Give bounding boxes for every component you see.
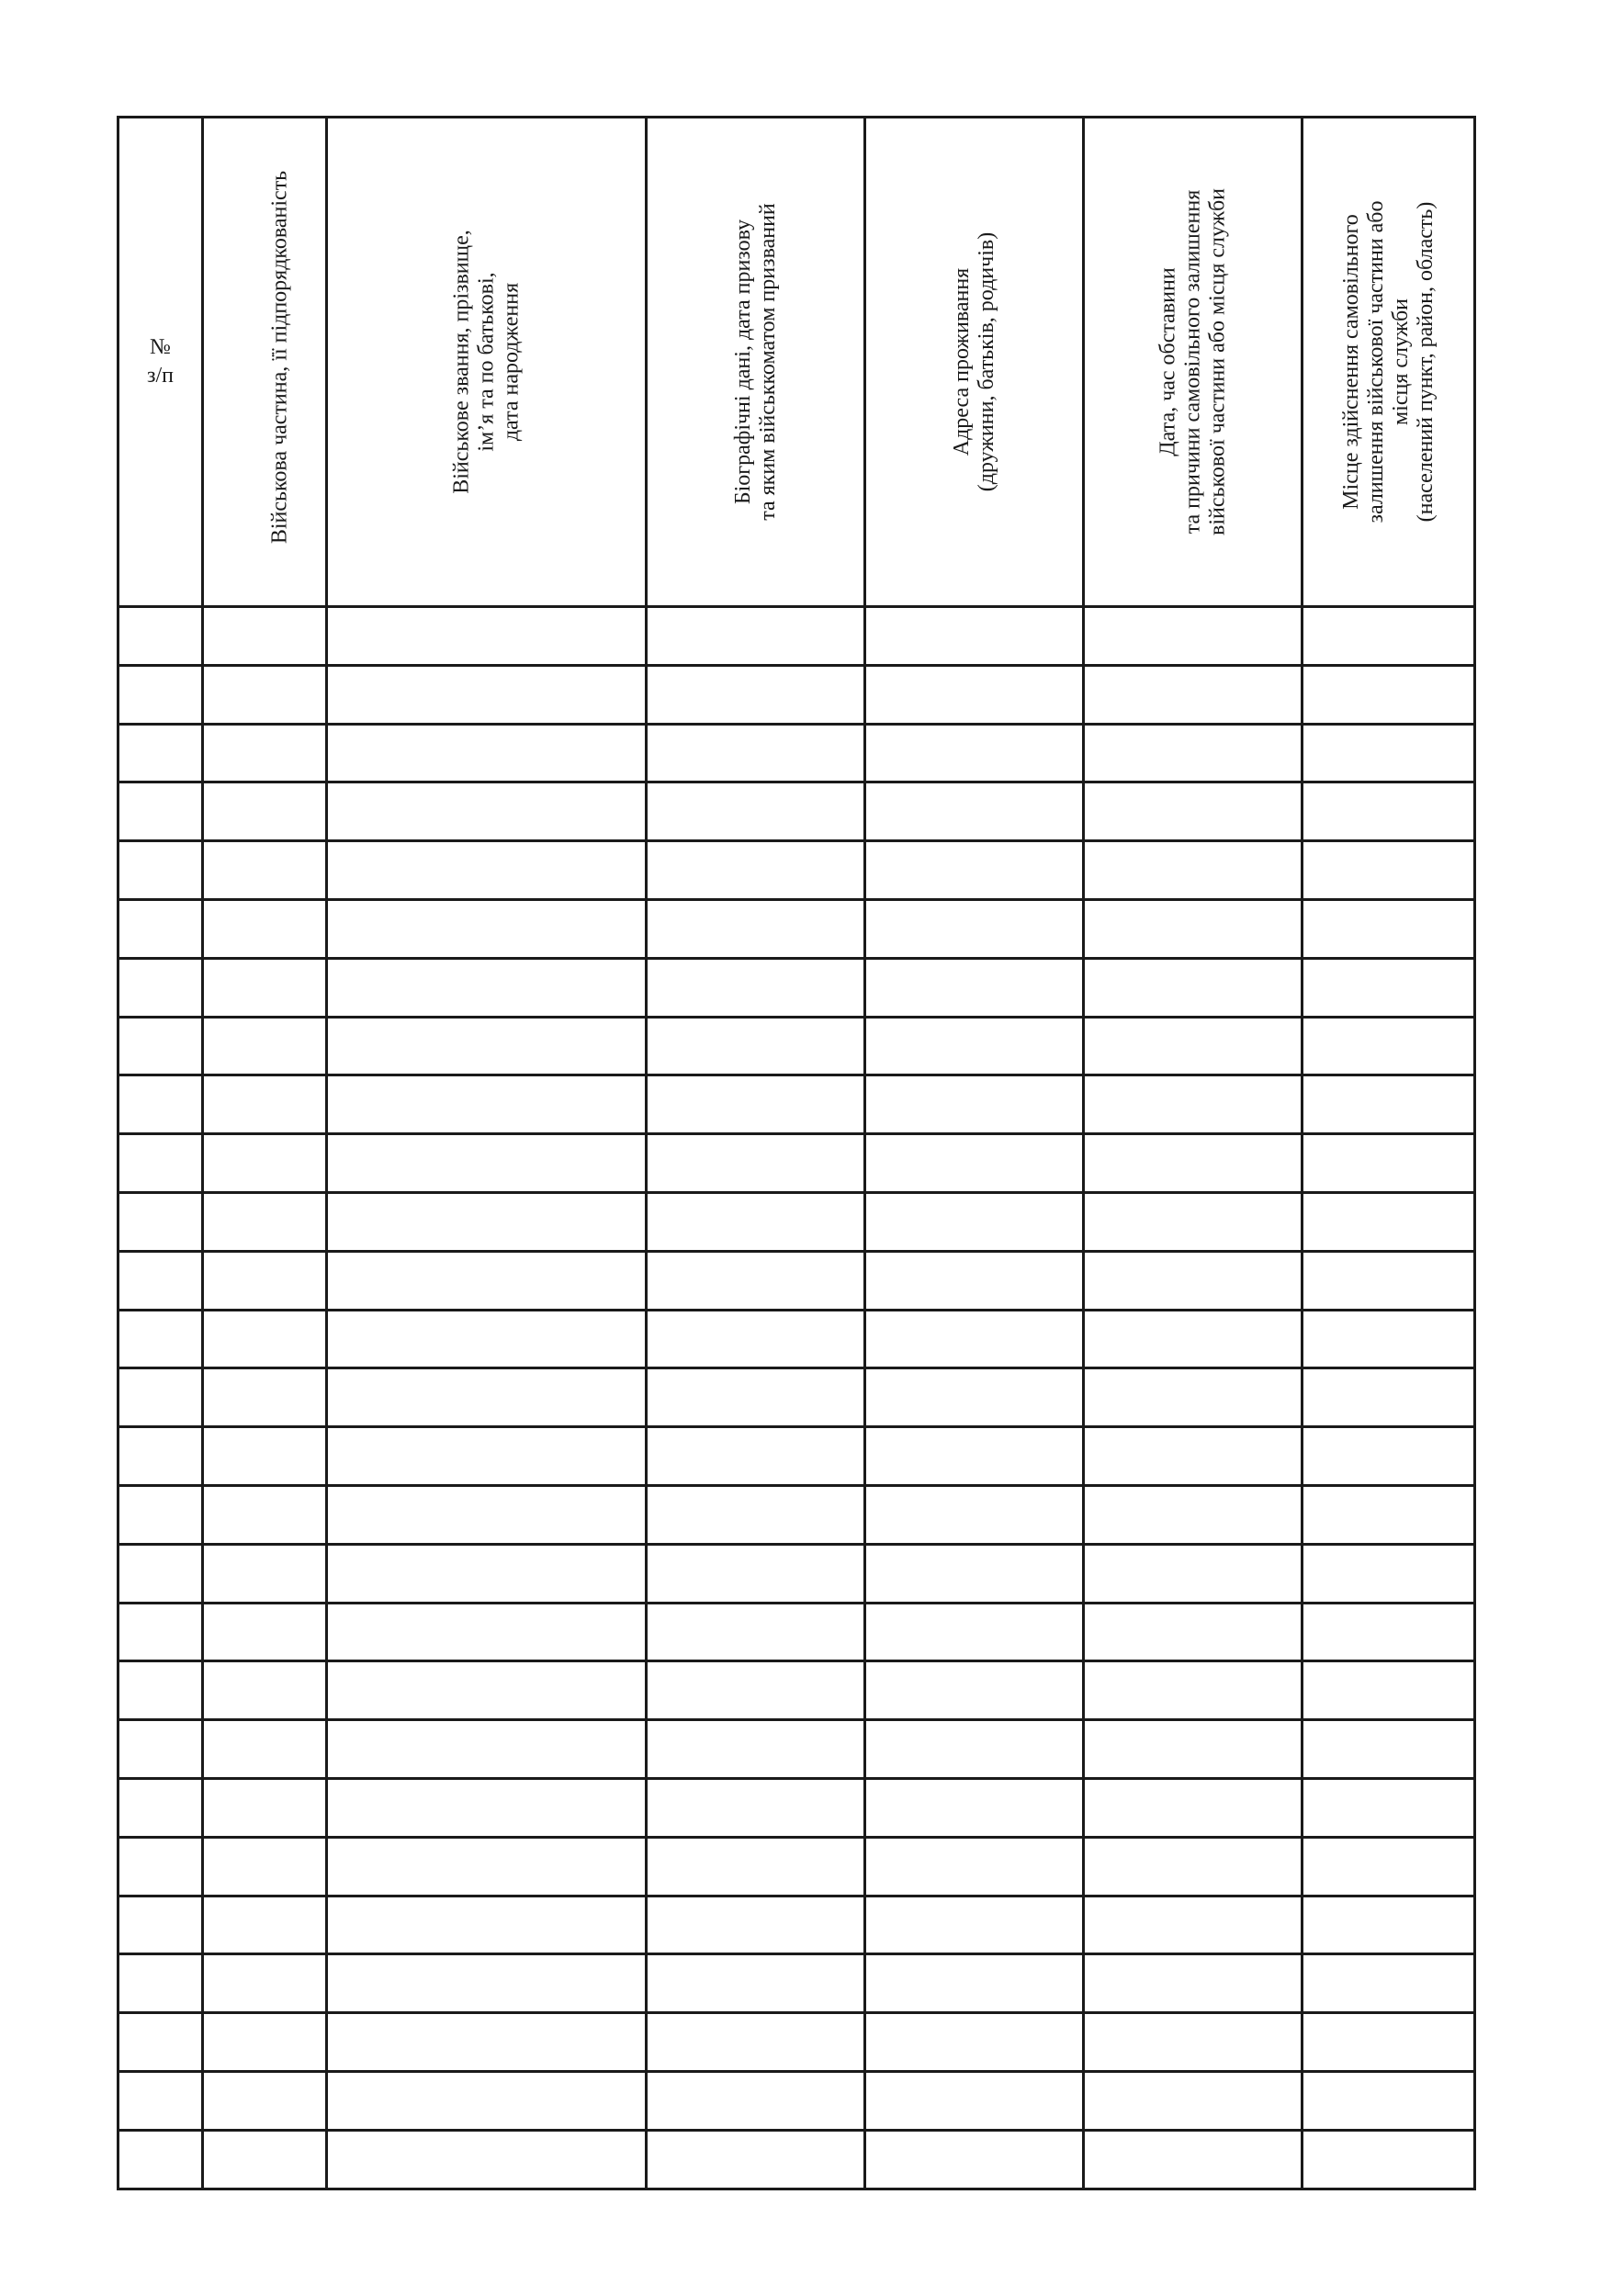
table-cell[interactable]	[647, 1896, 865, 1954]
table-cell[interactable]	[327, 2013, 647, 2072]
table-cell[interactable]	[118, 1603, 203, 1661]
table-cell[interactable]	[1303, 958, 1475, 1017]
table-cell[interactable]	[647, 1661, 865, 1720]
table-cell[interactable]	[647, 782, 865, 841]
table-row	[118, 1954, 1475, 2013]
table-cell[interactable]	[327, 1075, 647, 1134]
table-row	[118, 782, 1475, 841]
table-cell[interactable]	[647, 1954, 865, 2013]
table-cell[interactable]	[1303, 2130, 1475, 2189]
register-table	[117, 116, 1476, 2190]
table-cell[interactable]	[203, 1075, 327, 1134]
table-cell[interactable]	[865, 1778, 1084, 1837]
table-cell[interactable]	[865, 1192, 1084, 1251]
table-body	[118, 607, 1475, 2189]
table-cell[interactable]	[118, 1837, 203, 1896]
table-row	[118, 2013, 1475, 2072]
table-cell[interactable]	[203, 1778, 327, 1837]
table-cell[interactable]	[327, 665, 647, 724]
table-cell[interactable]	[1084, 782, 1303, 841]
table-cell[interactable]	[118, 1368, 203, 1427]
table-row	[118, 1603, 1475, 1661]
table-row	[118, 958, 1475, 1017]
table-cell[interactable]	[118, 1075, 203, 1134]
table-cell[interactable]	[1084, 1837, 1303, 1896]
table-cell[interactable]	[203, 1427, 327, 1486]
table-cell[interactable]	[647, 2071, 865, 2130]
table-cell[interactable]	[1303, 2013, 1475, 2072]
table-cell[interactable]	[1303, 1427, 1475, 1486]
table-row	[118, 1134, 1475, 1193]
table-cell[interactable]	[865, 2013, 1084, 2072]
table-cell[interactable]	[118, 782, 203, 841]
table-cell[interactable]	[1084, 665, 1303, 724]
header-rank-name-birthdate-label: Військове звання, прізвище, ім’я та по батькові, дата народження	[449, 230, 523, 494]
table-cell[interactable]	[1303, 1134, 1475, 1193]
table-cell[interactable]	[118, 841, 203, 900]
header-address-label: Адреса проживання (дружини, батьків, родичів)	[949, 231, 998, 492]
table-cell[interactable]	[327, 841, 647, 900]
table-cell[interactable]	[1084, 1485, 1303, 1544]
table-cell[interactable]	[865, 1485, 1084, 1544]
table-cell[interactable]	[1303, 1778, 1475, 1837]
table-cell[interactable]	[647, 1251, 865, 1310]
table-cell[interactable]	[118, 1720, 203, 1779]
table-cell[interactable]	[1303, 1192, 1475, 1251]
table-cell[interactable]	[1303, 1485, 1475, 1544]
table-row	[118, 2071, 1475, 2130]
table-cell[interactable]	[1084, 1017, 1303, 1075]
table-cell[interactable]	[1084, 1075, 1303, 1134]
header-military-unit-label: Військова частина, її підпорядкованість	[267, 170, 292, 544]
table-cell[interactable]	[118, 1485, 203, 1544]
table-cell[interactable]	[865, 1954, 1084, 2013]
table-cell[interactable]	[118, 1192, 203, 1251]
table-cell[interactable]	[203, 2130, 327, 2189]
table-cell[interactable]	[203, 607, 327, 666]
table-cell[interactable]	[1303, 1544, 1475, 1603]
header-place-of-desertion	[1303, 118, 1475, 607]
table-cell[interactable]	[865, 1603, 1084, 1661]
table-cell[interactable]	[1084, 2071, 1303, 2130]
table-cell[interactable]	[1303, 1837, 1475, 1896]
table-cell[interactable]	[865, 958, 1084, 1017]
table-cell[interactable]	[327, 899, 647, 958]
table-cell[interactable]	[203, 1720, 327, 1779]
table-cell[interactable]	[865, 665, 1084, 724]
table-cell[interactable]	[647, 899, 865, 958]
table-cell[interactable]	[1084, 958, 1303, 1017]
table-cell[interactable]	[1303, 1251, 1475, 1310]
table-cell[interactable]	[647, 1544, 865, 1603]
table-cell[interactable]	[327, 958, 647, 1017]
table-row	[118, 607, 1475, 666]
table-cell[interactable]	[1303, 1075, 1475, 1134]
table-cell[interactable]	[865, 1017, 1084, 1075]
table-cell[interactable]	[118, 1427, 203, 1486]
table-cell[interactable]	[118, 2130, 203, 2189]
table-cell[interactable]	[203, 1192, 327, 1251]
table-row	[118, 1192, 1475, 1251]
table-cell[interactable]	[118, 1310, 203, 1368]
table-cell[interactable]	[327, 1251, 647, 1310]
table-cell[interactable]	[1084, 841, 1303, 900]
table-cell[interactable]	[203, 1251, 327, 1310]
table-cell[interactable]	[118, 1778, 203, 1837]
table-cell[interactable]	[865, 724, 1084, 782]
table-cell[interactable]	[327, 1017, 647, 1075]
table-cell[interactable]	[647, 1192, 865, 1251]
header-number-label: № з/п	[147, 335, 174, 388]
table-cell[interactable]	[647, 958, 865, 1017]
table-cell[interactable]	[327, 2071, 647, 2130]
header-number	[118, 118, 203, 607]
table-cell[interactable]	[1084, 1427, 1303, 1486]
table-cell[interactable]	[1303, 841, 1475, 900]
table-cell[interactable]	[327, 1192, 647, 1251]
table-cell[interactable]	[327, 1661, 647, 1720]
table-row	[118, 1778, 1475, 1837]
table-cell[interactable]	[865, 899, 1084, 958]
table-cell[interactable]	[865, 1720, 1084, 1779]
table-cell[interactable]	[647, 607, 865, 666]
table-cell[interactable]	[203, 1134, 327, 1193]
table-cell[interactable]	[118, 1017, 203, 1075]
table-cell[interactable]	[865, 1368, 1084, 1427]
table-cell[interactable]	[118, 1251, 203, 1310]
table-cell[interactable]	[865, 1251, 1084, 1310]
table-cell[interactable]	[1303, 607, 1475, 666]
table-cell[interactable]	[647, 1017, 865, 1075]
table-cell[interactable]	[865, 1837, 1084, 1896]
table-cell[interactable]	[647, 841, 865, 900]
table-cell[interactable]	[1303, 665, 1475, 724]
table-cell[interactable]	[203, 1896, 327, 1954]
table-cell[interactable]	[118, 899, 203, 958]
table-row	[118, 1544, 1475, 1603]
table-cell[interactable]	[865, 2071, 1084, 2130]
table-row	[118, 841, 1475, 900]
table-cell[interactable]	[203, 724, 327, 782]
table-cell[interactable]	[1084, 1661, 1303, 1720]
table-cell[interactable]	[203, 958, 327, 1017]
table-cell[interactable]	[203, 1661, 327, 1720]
table-row	[118, 1661, 1475, 1720]
table-row	[118, 2130, 1475, 2189]
table-cell[interactable]	[203, 1837, 327, 1896]
table-cell[interactable]	[203, 899, 327, 958]
header-rank-name-birthdate	[327, 118, 647, 607]
table-cell[interactable]	[203, 1017, 327, 1075]
table-cell[interactable]	[647, 1310, 865, 1368]
table-cell[interactable]	[327, 1896, 647, 1954]
table-cell[interactable]	[647, 2013, 865, 2072]
table-cell[interactable]	[1084, 2130, 1303, 2189]
table-cell[interactable]	[865, 2130, 1084, 2189]
table-cell[interactable]	[865, 1310, 1084, 1368]
table-cell[interactable]	[865, 1661, 1084, 1720]
table-cell[interactable]	[1303, 1720, 1475, 1779]
table-cell[interactable]	[203, 1954, 327, 2013]
table-cell[interactable]	[1303, 1017, 1475, 1075]
header-address	[865, 118, 1084, 607]
table-cell[interactable]	[1084, 1310, 1303, 1368]
table-cell[interactable]	[118, 1134, 203, 1193]
table-cell[interactable]	[865, 1544, 1084, 1603]
table-cell[interactable]	[647, 1778, 865, 1837]
table-cell[interactable]	[327, 1954, 647, 2013]
header-biographical-data	[647, 118, 865, 607]
table-cell[interactable]	[865, 1075, 1084, 1134]
table-cell[interactable]	[327, 1778, 647, 1837]
header-biographical-data-label: Біографічні дані, дата призову та яким військкоматом призваний	[730, 203, 780, 521]
table-cell[interactable]	[647, 1603, 865, 1661]
table-cell[interactable]	[327, 724, 647, 782]
table-cell[interactable]	[647, 665, 865, 724]
table-cell[interactable]	[1303, 1310, 1475, 1368]
table-cell[interactable]	[203, 665, 327, 724]
table-row	[118, 1427, 1475, 1486]
table-row	[118, 724, 1475, 782]
table-cell[interactable]	[1303, 2071, 1475, 2130]
table-row	[118, 1251, 1475, 1310]
table-cell[interactable]	[1084, 899, 1303, 958]
table-cell[interactable]	[1084, 607, 1303, 666]
table-cell[interactable]	[118, 1954, 203, 2013]
table-cell[interactable]	[1303, 1954, 1475, 2013]
table-cell[interactable]	[647, 1720, 865, 1779]
table-cell[interactable]	[327, 1544, 647, 1603]
table-cell[interactable]	[865, 841, 1084, 900]
table-row	[118, 1017, 1475, 1075]
table-cell[interactable]	[327, 1134, 647, 1193]
header-row	[118, 118, 1475, 607]
table-cell[interactable]	[1084, 2013, 1303, 2072]
table-cell[interactable]	[327, 1427, 647, 1486]
table-cell[interactable]	[203, 782, 327, 841]
table-cell[interactable]	[118, 724, 203, 782]
table-cell[interactable]	[327, 1368, 647, 1427]
table-row	[118, 1896, 1475, 1954]
table-cell[interactable]	[1084, 1251, 1303, 1310]
table-row	[118, 1075, 1475, 1134]
table-cell[interactable]	[118, 1896, 203, 1954]
table-cell[interactable]	[647, 1427, 865, 1486]
header-date-circumstances-label: Дата, час обставини та причини самовільного залишення військової частини або місця служби	[1156, 188, 1229, 535]
table-cell[interactable]	[203, 2013, 327, 2072]
table-cell[interactable]	[647, 1075, 865, 1134]
table-cell[interactable]	[1084, 1954, 1303, 2013]
table-cell[interactable]	[327, 782, 647, 841]
table-cell[interactable]	[203, 1603, 327, 1661]
table-cell[interactable]	[865, 1427, 1084, 1486]
table-cell[interactable]	[1084, 1368, 1303, 1427]
table-cell[interactable]	[203, 1310, 327, 1368]
table-cell[interactable]	[647, 1368, 865, 1427]
table-cell[interactable]	[1303, 782, 1475, 841]
table-cell[interactable]	[327, 1720, 647, 1779]
table-cell[interactable]	[203, 1368, 327, 1427]
table-cell[interactable]	[647, 1837, 865, 1896]
table-cell[interactable]	[647, 1485, 865, 1544]
table-cell[interactable]	[1084, 1603, 1303, 1661]
table-cell[interactable]	[203, 2071, 327, 2130]
table-row	[118, 1837, 1475, 1896]
table-cell[interactable]	[327, 1485, 647, 1544]
table-cell[interactable]	[118, 1544, 203, 1603]
table-row	[118, 665, 1475, 724]
header-place-of-desertion-label: Місце здійснення самовільного залишення військової частини або місця служби (населений пункт, район, область)	[1338, 200, 1438, 523]
table-cell[interactable]	[203, 841, 327, 900]
table-cell[interactable]	[1084, 724, 1303, 782]
table-row	[118, 1485, 1475, 1544]
table-cell[interactable]	[327, 2130, 647, 2189]
table-cell[interactable]	[1084, 1720, 1303, 1779]
table-cell[interactable]	[865, 1134, 1084, 1193]
table-cell[interactable]	[1303, 899, 1475, 958]
table-cell[interactable]	[118, 607, 203, 666]
table-cell[interactable]	[327, 1310, 647, 1368]
header-date-circumstances	[1084, 118, 1303, 607]
table-row	[118, 1368, 1475, 1427]
table-cell[interactable]	[1084, 1544, 1303, 1603]
table-cell[interactable]	[118, 2013, 203, 2072]
table-row	[118, 1310, 1475, 1368]
table-cell[interactable]	[647, 2130, 865, 2189]
table-cell[interactable]	[1084, 1192, 1303, 1251]
table-row	[118, 1720, 1475, 1779]
table-cell[interactable]	[327, 1603, 647, 1661]
table-cell[interactable]	[1084, 1134, 1303, 1193]
table-cell[interactable]	[1084, 1896, 1303, 1954]
table-cell[interactable]	[865, 607, 1084, 666]
table-cell[interactable]	[1303, 1661, 1475, 1720]
table-cell[interactable]	[203, 1544, 327, 1603]
table-row	[118, 899, 1475, 958]
table-cell[interactable]	[647, 1134, 865, 1193]
table-cell[interactable]	[1303, 1368, 1475, 1427]
table-cell[interactable]	[118, 665, 203, 724]
table-cell[interactable]	[865, 782, 1084, 841]
table-cell[interactable]	[118, 2071, 203, 2130]
table-cell[interactable]	[1303, 1603, 1475, 1661]
table-cell[interactable]	[865, 1896, 1084, 1954]
table-cell[interactable]	[118, 958, 203, 1017]
table-cell[interactable]	[203, 1485, 327, 1544]
table-cell[interactable]	[647, 724, 865, 782]
table-cell[interactable]	[327, 1837, 647, 1896]
table-cell[interactable]	[118, 1661, 203, 1720]
table-cell[interactable]	[1303, 1896, 1475, 1954]
table-cell[interactable]	[327, 607, 647, 666]
table-cell[interactable]	[1084, 1778, 1303, 1837]
table-cell[interactable]	[1303, 724, 1475, 782]
header-military-unit	[203, 118, 327, 607]
